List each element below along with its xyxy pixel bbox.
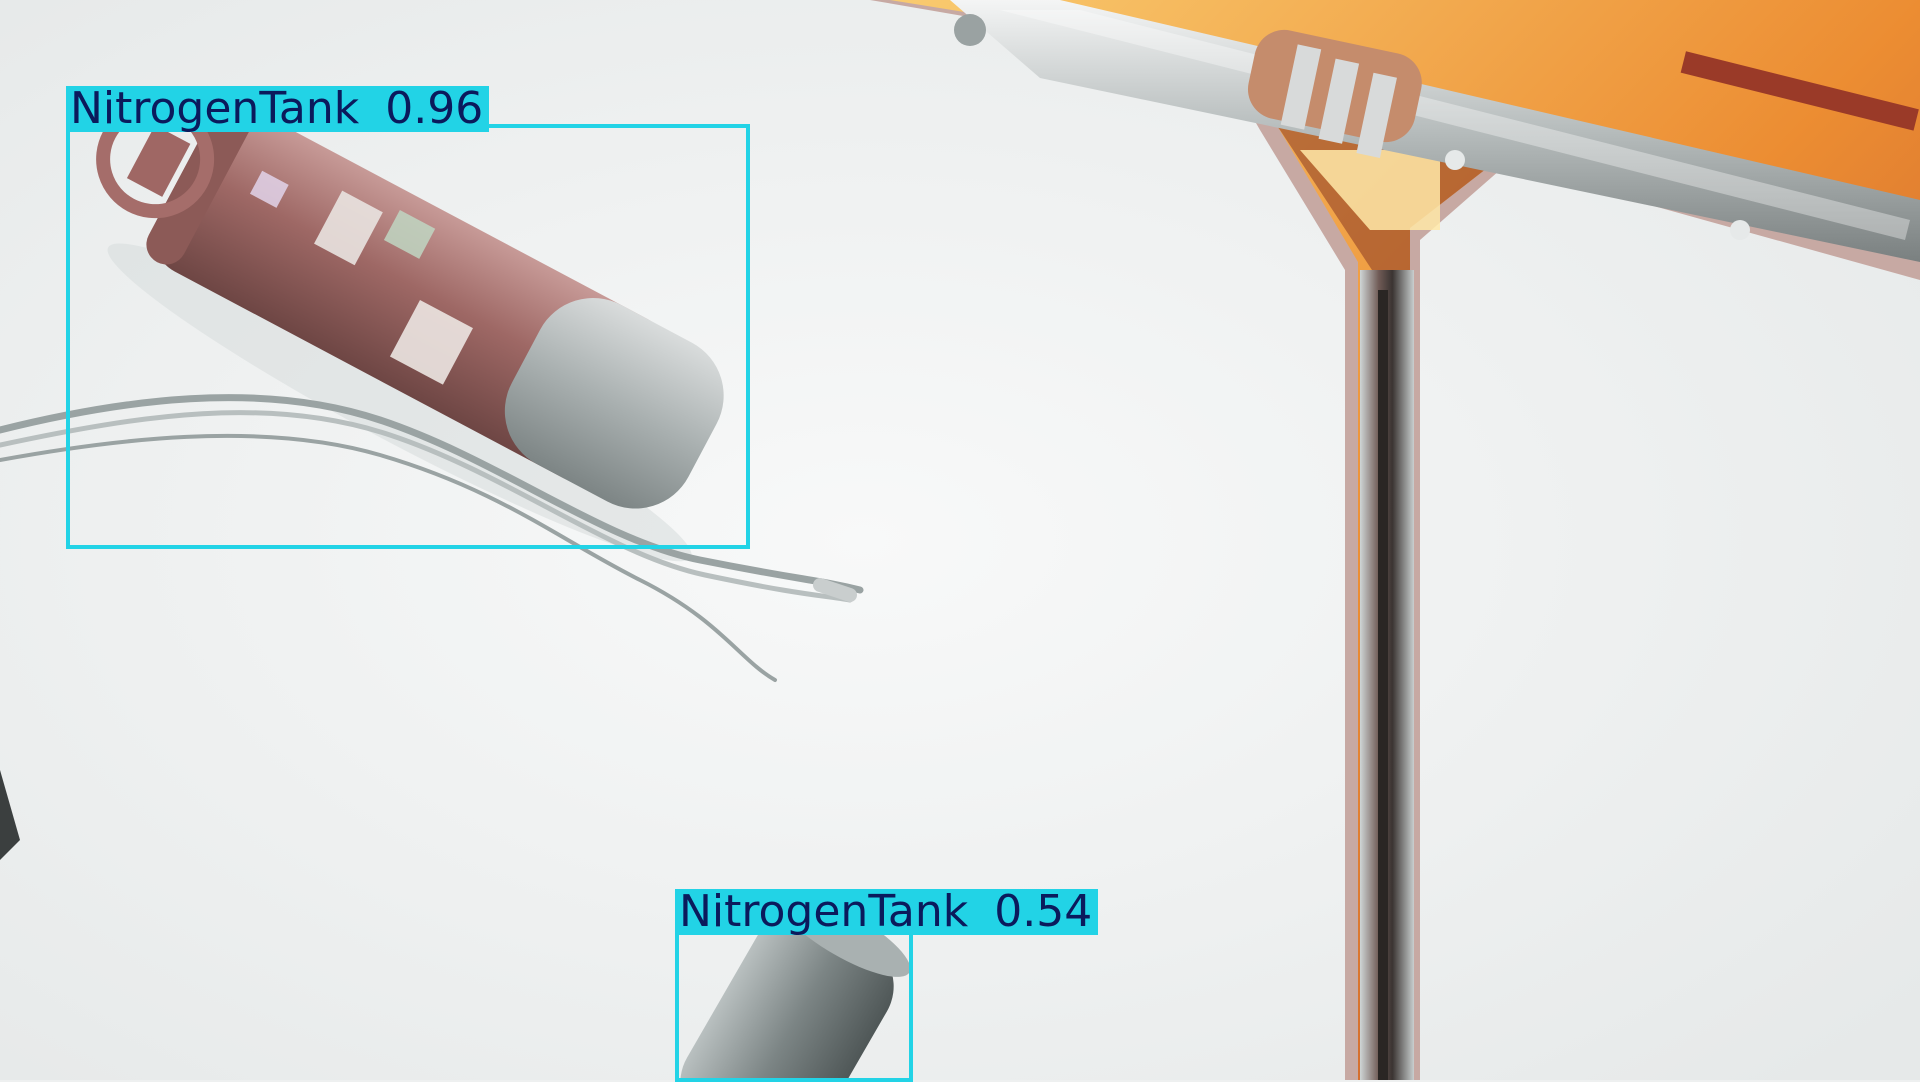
detection-box-nitrogen-tank-1 (66, 124, 750, 549)
detection-confidence: 0.96 (385, 83, 484, 134)
detection-confidence: 0.54 (994, 886, 1093, 937)
detection-label-nitrogen-tank-1 (66, 83, 489, 134)
detection-label-nitrogen-tank-2 (675, 886, 1098, 937)
detection-box-nitrogen-tank-2 (675, 930, 913, 1082)
detection-class: NitrogenTank (679, 886, 969, 937)
detection-class: NitrogenTank (70, 83, 360, 134)
